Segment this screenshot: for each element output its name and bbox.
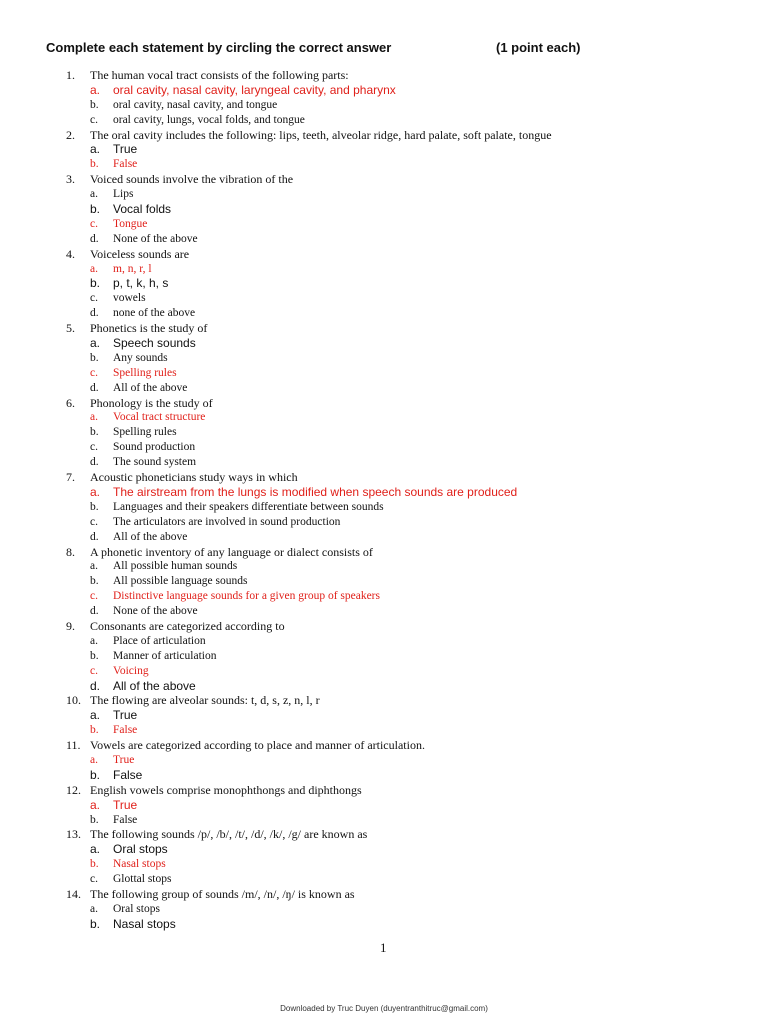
question-number: 9.	[66, 618, 75, 633]
answer-option[interactable]	[0, 306, 768, 321]
option-letter: b.	[90, 158, 99, 171]
option-text: Voicing	[113, 664, 149, 677]
question	[0, 247, 768, 262]
option-text: none of the above	[113, 307, 196, 320]
option-text: None of the above	[113, 232, 198, 245]
option-letter: a.	[90, 842, 101, 857]
answer-option[interactable]	[0, 187, 768, 202]
answer-option[interactable]	[0, 98, 768, 113]
answer-option[interactable]	[0, 336, 768, 351]
option-text: oral cavity, nasal cavity, laryngeal cavity, and pharynx	[113, 82, 396, 97]
question-text: Consonants are categorized according to	[90, 618, 285, 633]
option-letter: a.	[90, 634, 98, 647]
question-number: 13.	[66, 827, 81, 842]
question-text: English vowels comprise monophthongs and diphthongs	[90, 782, 362, 797]
answer-option[interactable]	[0, 574, 768, 589]
option-letter: a.	[90, 188, 98, 201]
option-text: True	[113, 797, 138, 812]
option-letter: b.	[90, 98, 99, 111]
option-text: All of the above	[113, 381, 188, 394]
question-number: 3.	[66, 172, 75, 187]
option-letter: c.	[90, 590, 98, 603]
option-text: Vocal folds	[113, 202, 172, 217]
answer-option-correct[interactable]	[0, 753, 768, 768]
option-letter: b.	[90, 575, 99, 588]
answer-option[interactable]	[0, 917, 768, 932]
question	[0, 783, 768, 798]
question	[0, 470, 768, 485]
answer-option-correct[interactable]	[0, 723, 768, 738]
question	[0, 738, 768, 753]
instruction-text: Complete each statement by circling the correct answer	[46, 40, 392, 55]
option-text: False	[113, 813, 138, 826]
question-text: The human vocal tract consists of the following parts:	[90, 68, 349, 82]
option-letter: a.	[90, 262, 98, 275]
question-text: Voiced sounds involve the vibration of the	[90, 172, 294, 187]
answer-option[interactable]	[0, 649, 768, 664]
option-letter: d.	[90, 678, 101, 693]
answer-option[interactable]	[0, 291, 768, 306]
question-number: 2.	[66, 127, 75, 142]
answer-option[interactable]	[0, 351, 768, 366]
answer-option[interactable]	[0, 708, 768, 723]
question-text: The flowing are alveolar sounds: t, d, s, z, n, l, r	[90, 693, 320, 708]
option-text: True	[113, 142, 138, 157]
answer-option-correct[interactable]	[0, 83, 768, 98]
answer-option[interactable]	[0, 559, 768, 574]
answer-option-correct[interactable]	[0, 410, 768, 425]
question	[0, 827, 768, 842]
instructions-header	[46, 40, 586, 55]
question-number: 6.	[66, 395, 75, 410]
answer-option-correct[interactable]	[0, 664, 768, 679]
question	[0, 172, 768, 187]
question-number: 12.	[66, 782, 81, 797]
answer-option-correct[interactable]	[0, 366, 768, 381]
option-letter: b.	[90, 202, 101, 217]
question	[0, 545, 768, 560]
option-letter: b.	[90, 426, 99, 439]
question	[0, 396, 768, 411]
question-text: A phonetic inventory of any language or dialect consists of	[90, 544, 373, 559]
option-text: Nasal stops	[113, 858, 166, 871]
option-letter: b.	[90, 724, 99, 737]
option-letter: a.	[90, 411, 98, 424]
question	[0, 68, 768, 83]
answer-option-correct[interactable]	[0, 217, 768, 232]
option-letter: b.	[90, 916, 101, 931]
page-number: 1	[380, 940, 387, 955]
answer-option-correct[interactable]	[0, 857, 768, 872]
option-text: Glottal stops	[113, 873, 172, 886]
answer-option[interactable]	[0, 902, 768, 917]
option-text: The articulators are involved in sound production	[113, 515, 341, 528]
option-text: Oral stops	[113, 902, 160, 915]
question-number: 7.	[66, 470, 75, 485]
question-number: 5.	[66, 321, 75, 336]
option-text: Any sounds	[113, 351, 168, 364]
option-letter: a.	[90, 753, 98, 766]
question-number: 10.	[66, 693, 81, 708]
answer-option[interactable]	[0, 842, 768, 857]
option-text: False	[113, 767, 143, 782]
option-letter: a.	[90, 902, 98, 915]
option-text: Oral stops	[113, 842, 168, 857]
option-letter: b.	[90, 813, 99, 826]
option-letter: c.	[90, 873, 98, 886]
answer-option[interactable]	[0, 425, 768, 440]
option-text: All possible human sounds	[113, 560, 238, 573]
option-text: Spelling rules	[113, 366, 177, 379]
question	[0, 321, 768, 336]
option-letter: a.	[90, 560, 98, 573]
quiz-questions	[0, 68, 768, 932]
question-text: Phonetics is the study of	[90, 321, 208, 336]
option-text: Manner of articulation	[113, 649, 217, 662]
option-letter: c.	[90, 441, 98, 454]
answer-option[interactable]	[0, 768, 768, 783]
points-note: (1 point each)	[496, 40, 581, 55]
option-text: False	[113, 158, 138, 171]
answer-option-correct[interactable]	[0, 798, 768, 813]
answer-option[interactable]	[0, 440, 768, 455]
option-text: All of the above	[113, 530, 188, 543]
option-text: False	[113, 724, 138, 737]
option-letter: b.	[90, 858, 99, 871]
option-letter: a.	[90, 484, 101, 499]
answer-option[interactable]	[0, 455, 768, 470]
option-letter: a.	[90, 336, 101, 351]
question	[0, 887, 768, 902]
option-text: oral cavity, nasal cavity, and tongue	[113, 98, 278, 111]
question	[0, 619, 768, 634]
question-number: 1.	[66, 68, 75, 82]
option-text: The airstream from the lungs is modified when speech sounds are produced	[113, 484, 518, 499]
option-letter: d.	[90, 232, 99, 245]
option-letter: a.	[90, 797, 101, 812]
option-letter: d.	[90, 530, 99, 543]
option-text: Speech sounds	[113, 336, 196, 351]
answer-option[interactable]	[0, 113, 768, 128]
option-letter: c.	[90, 113, 98, 126]
answer-option[interactable]	[0, 500, 768, 515]
option-text: oral cavity, lungs, vocal folds, and tongue	[113, 113, 305, 126]
question-text: The following group of sounds /m/, /n/, /ŋ/ is known as	[90, 886, 355, 901]
answer-option-correct[interactable]	[0, 485, 768, 500]
option-letter: c.	[90, 292, 98, 305]
answer-option-correct[interactable]	[0, 589, 768, 604]
answer-option[interactable]	[0, 813, 768, 828]
option-letter: c.	[90, 366, 98, 379]
option-text: None of the above	[113, 605, 198, 618]
answer-option-correct[interactable]	[0, 262, 768, 277]
option-text: Nasal stops	[113, 916, 176, 931]
option-text: p, t, k, h, s	[113, 276, 169, 291]
option-text: The sound system	[113, 456, 197, 469]
question-text: Acoustic phoneticians study ways in which	[90, 470, 298, 485]
answer-option[interactable]	[0, 142, 768, 157]
option-letter: d.	[90, 605, 99, 618]
answer-option[interactable]	[0, 872, 768, 887]
question-text: The oral cavity includes the following: lips, teeth, alveolar ridge, hard palate, soft palate, tongue	[90, 127, 552, 142]
option-text: Distinctive language sounds for a given group of speakers	[113, 590, 380, 603]
option-text: Lips	[113, 188, 134, 201]
option-letter: d.	[90, 307, 99, 320]
question-text: Voiceless sounds are	[90, 246, 190, 261]
option-text: m, n, r, l	[113, 262, 152, 275]
answer-option[interactable]	[0, 515, 768, 530]
question-number: 11.	[66, 738, 81, 753]
option-letter: a.	[90, 708, 101, 723]
option-text: All possible language sounds	[113, 575, 248, 588]
answer-option-correct[interactable]	[0, 157, 768, 172]
option-letter: d.	[90, 381, 99, 394]
option-letter: a.	[90, 142, 101, 157]
option-text: Spelling rules	[113, 426, 177, 439]
option-text: Vocal tract structure	[113, 411, 206, 424]
question-number: 14.	[66, 886, 81, 901]
question-text: Phonology is the study of	[90, 395, 213, 410]
question	[0, 693, 768, 708]
option-letter: b.	[90, 351, 99, 364]
option-text: Languages and their speakers differentiate between sounds	[113, 500, 384, 513]
option-letter: c.	[90, 664, 98, 677]
answer-option[interactable]	[0, 530, 768, 545]
option-letter: c.	[90, 217, 98, 230]
question-text: The following sounds /p/, /b/, /t/, /d/, /k/, /g/ are known as	[90, 827, 368, 842]
option-text: Place of articulation	[113, 634, 206, 647]
answer-option[interactable]	[0, 634, 768, 649]
question-number: 4.	[66, 246, 75, 261]
option-letter: d.	[90, 456, 99, 469]
option-text: All of the above	[113, 678, 196, 693]
option-text: Sound production	[113, 441, 196, 454]
option-text: True	[113, 753, 135, 766]
download-footer: Downloaded by Truc Duyen (duyentranthitruc@gmail.com)	[280, 1004, 488, 1013]
option-letter: b.	[90, 276, 101, 291]
question-text: Vowels are categorized according to place and manner of articulation.	[90, 738, 425, 753]
answer-option[interactable]	[0, 679, 768, 694]
option-text: vowels	[113, 292, 146, 305]
option-letter: a.	[90, 82, 101, 97]
option-letter: b.	[90, 767, 101, 782]
question	[0, 128, 768, 143]
answer-option[interactable]	[0, 276, 768, 291]
question-number: 8.	[66, 544, 75, 559]
option-letter: c.	[90, 515, 98, 528]
answer-option[interactable]	[0, 232, 768, 247]
option-letter: b.	[90, 500, 99, 513]
answer-option[interactable]	[0, 381, 768, 396]
option-text: True	[113, 708, 138, 723]
answer-option[interactable]	[0, 202, 768, 217]
option-text: Tongue	[113, 217, 148, 230]
option-letter: b.	[90, 649, 99, 662]
answer-option[interactable]	[0, 604, 768, 619]
